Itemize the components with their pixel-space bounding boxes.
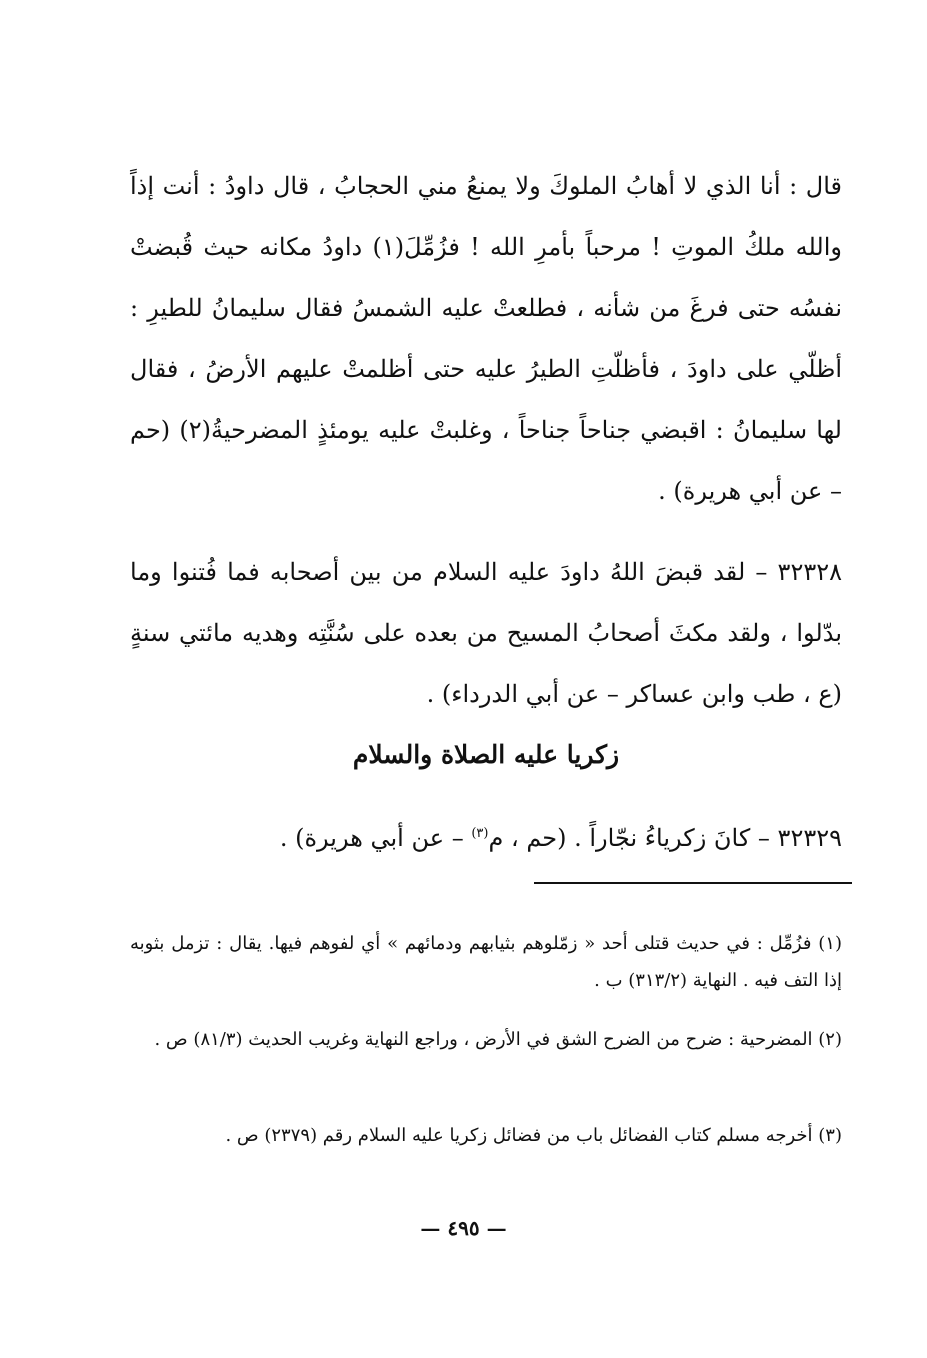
page-number: — ٤٩٥ —	[420, 1216, 507, 1240]
footnote-2: (٢) المضرحية : ضرح من الضرح الشق في الأرض ، وراجع النهاية وغريب الحديث (٨١/٣) ص .	[154, 1029, 842, 1050]
hadith-paragraph-continued: قال : أنا الذي لا أهابُ الملوكَ ولا يمنعُ مني الحجابُ ، قال داودُ : أنت إذاً والله ملكُ الموتِ ! مرحباً بأمرِ الله ! فزُمِّلَ(١) داودُ مكانه حيث قُبضتْ نفسُه حتى فرغَ من شأنه ، فطلعتْ عليه الشمسُ فقال سليمانُ للطيرِ : أظلّي على داودَ ، فأظلّتِ الطيرُ عليه حتى أظلمتْ عليهم الأرضُ ، فقال لها سليمانُ : اقبضي جناحاً جناحاً ، وغلبتْ عليه يومئذٍ المضرحيةُ(٢) (حم – عن أبي هريرة) .	[130, 172, 842, 505]
hadith-entry-32329-text: ٣٢٣٢٩ – كانَ زكرياءُ نجّاراً . (حم ، م	[488, 824, 842, 852]
footnote-3: (٣) أخرجه مسلم كتاب الفضائل باب من فضائل زكريا عليه السلام رقم (٢٣٧٩) ص .	[225, 1125, 842, 1146]
footnote-1: (١) فزُمِّل : في حديث قتلى أحد « زمّلوهم بثيابهم ودمائهم » أي لفوهم فيها. يقال : تزمل بثوبه إذا التف فيه . النهاية (٣١٣/٢) ب .	[130, 933, 842, 991]
footnote-marker-3: (٣)	[471, 826, 489, 841]
hadith-entry-32328: ٣٢٣٢٨ – لقد قبضَ اللهُ داودَ عليه السلام من بين أصحابه فما فُتنوا وما بدّلوا ، ولقد مكثَ أصحابُ المسيح من بعده على سُنَّتِه وهديه مائتي سنةٍ (ع ، طب وابن عساكر – عن أبي الدرداء) .	[130, 558, 842, 708]
hadith-entry-32329-source: – عن أبي هريرة) .	[279, 824, 464, 852]
section-heading: زكريا عليه الصلاة والسلام	[352, 740, 620, 769]
footnote-divider	[534, 882, 852, 884]
hadith-entry-32329	[130, 808, 842, 869]
